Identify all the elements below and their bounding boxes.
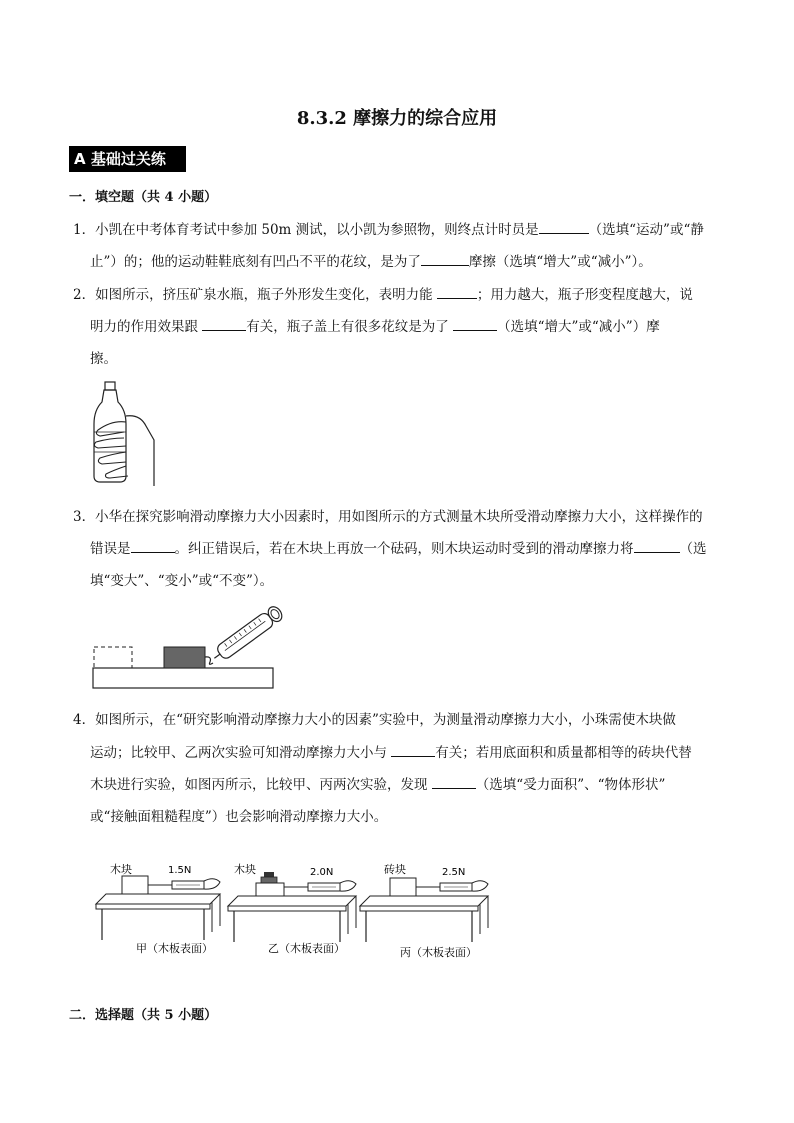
wood-block xyxy=(164,647,205,668)
force-reading: 1.5N xyxy=(168,865,192,876)
page-title: 8.3.2 摩擦力的综合应用 xyxy=(296,108,498,129)
q4-line2: 运动；比较甲、乙两次实验可知滑动摩擦力大小与 有关；若用底面积和质量都相等的砖块代替 xyxy=(90,745,692,761)
experiment-b xyxy=(228,862,356,955)
board xyxy=(93,668,273,688)
answer-blank[interactable] xyxy=(202,318,246,331)
answer-blank[interactable] xyxy=(453,318,497,331)
force-reading: 2.5N xyxy=(442,867,466,878)
section-banner: A 基础过关练 xyxy=(69,146,186,172)
section-heading-fill-blank: 一．填空题（共 4 小题） xyxy=(69,190,218,205)
caption: 丙（木板表面） xyxy=(400,946,477,959)
q1-line2: 止”）的；他的运动鞋鞋底刻有凹凸不平的花纹，是为了 摩擦（选填“增大”或“减小”）。 xyxy=(90,254,652,270)
bottle-cap xyxy=(105,382,115,390)
q4-line4: 或“接触面粗糙程度”）也会影响滑动摩擦力大小。 xyxy=(90,809,388,825)
q4-line3: 木块进行实验，如图丙所示，比较甲、丙两次实验，发现 （选填“受力面积”、“物体形状” xyxy=(90,777,666,793)
q3-line3: 填“变大”、“变小”或“不变”）。 xyxy=(90,573,274,589)
hook xyxy=(205,657,213,664)
bottle-figure xyxy=(88,380,158,486)
q1-line1: 1．小凯在中考体育考试中参加 50m 测试，以小凯为参照物，则终点计时员是 （选填“运动”或“静 xyxy=(73,222,704,238)
answer-blank[interactable] xyxy=(437,286,477,299)
spring-scale xyxy=(210,604,285,665)
three-experiments-figure xyxy=(92,856,496,966)
hand-outline xyxy=(126,416,154,486)
q2-line2: 明力的作用效果跟 有关，瓶子盖上有很多花纹是为了 （选填“增大”或“减小”）摩 xyxy=(90,319,660,335)
dashed-block xyxy=(94,647,132,668)
q3-line1: 3．小华在探究影响滑动摩擦力大小因素时，用如图所示的方式测量木块所受滑动摩擦力大小，这样操作的 xyxy=(73,509,703,525)
answer-blank[interactable] xyxy=(432,776,476,789)
friction-setup-figure xyxy=(92,600,292,692)
answer-blank[interactable] xyxy=(421,253,469,266)
q2-line3: 擦。 xyxy=(90,351,117,367)
section-heading-multiple-choice: 二．选择题（共 5 小题） xyxy=(69,1008,218,1023)
answer-blank[interactable] xyxy=(391,744,435,757)
caption: 乙（木板表面） xyxy=(268,942,345,955)
object-label: 砖块 xyxy=(384,863,406,876)
q4-line1: 4．如图所示，在“研究影响滑动摩擦力大小的因素”实验中，为测量滑动摩擦力大小，小珠需使木块做 xyxy=(73,712,676,728)
answer-blank[interactable] xyxy=(634,540,680,553)
q3-line2: 错误是 。纠正错误后，若在木块上再放一个砝码，则木块运动时受到的滑动摩擦力将 （选 xyxy=(90,541,707,557)
object-label: 木块 xyxy=(110,863,132,876)
answer-blank[interactable] xyxy=(131,540,175,553)
force-reading: 2.0N xyxy=(310,867,334,878)
experiment-c xyxy=(360,862,488,959)
caption: 甲（木板表面） xyxy=(136,942,213,955)
experiment-a xyxy=(96,862,220,955)
answer-blank[interactable] xyxy=(539,221,589,234)
object-label: 木块 xyxy=(234,863,256,876)
q2-line1: 2．如图所示，挤压矿泉水瓶，瓶子外形发生变化，表明力能 ；用力越大，瓶子形变程度越大，说 xyxy=(73,287,693,303)
